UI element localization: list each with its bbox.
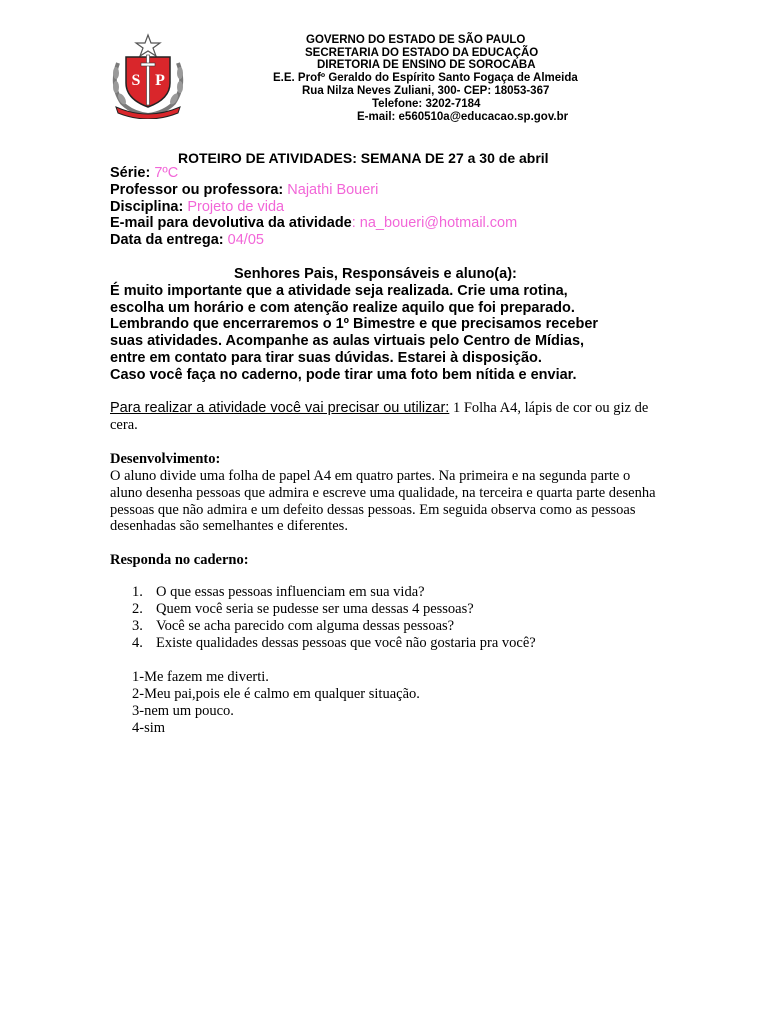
list-item [132, 584, 536, 601]
answer-line: 1-Me fazem me diverti. [132, 669, 269, 685]
disciplina-label: Disciplina: [110, 198, 184, 215]
header-email: E-mail: e560510a@educacao.sp.gov.br [357, 111, 569, 123]
materials-text: 1 Folha A4, lápis de cor ou giz de cera. [110, 400, 649, 433]
header-school-name: E.E. Profº Geraldo do Espírito Santo Fogaça de Almeida [273, 72, 578, 84]
header-government: GOVERNO DO ESTADO DE SÃO PAULO [306, 34, 526, 46]
professor-value: Najathi Boueri [287, 181, 379, 198]
notice-line: entre em contato para tirar suas dúvidas. Estarei à disposição. [110, 349, 542, 366]
notice-line: É muito importante que a atividade seja realizada. Crie uma rotina, [110, 282, 568, 299]
svg-text:S: S [131, 72, 141, 89]
serie-label: Série: [110, 165, 151, 181]
serie-row [110, 165, 517, 182]
disciplina-value: Projeto de vida [187, 198, 285, 215]
answer-line: 3-nem um pouco. [132, 703, 234, 719]
delivery-date-value: 04/05 [227, 232, 264, 249]
professor-row [110, 182, 517, 199]
question-number: 1. [132, 584, 143, 600]
svg-text:P: P [155, 72, 165, 89]
header-secretaria: SECRETARIA DO ESTADO DA EDUCAÇÃO [305, 47, 539, 59]
notice-salutation: Senhores Pais, Responsáveis e aluno(a): [234, 266, 517, 282]
question-text: Quem você seria se pudesse ser uma dessas 4 pessoas? [156, 601, 474, 617]
answer-line: 4-sim [132, 720, 166, 736]
notice-line: suas atividades. Acompanhe as aulas virtuais pelo Centro de Mídias, [110, 333, 585, 350]
development-title: Desenvolvimento: [110, 451, 221, 467]
answer-line: 2-Meu pai,pois ele é calmo em qualquer situação. [132, 686, 420, 702]
info-block [110, 165, 517, 249]
list-item [132, 618, 536, 635]
notice-line: Caso você faça no caderno, pode tirar uma foto bem nítida e enviar. [110, 366, 577, 383]
questions-list [132, 584, 536, 652]
professor-label: Professor ou professora: [110, 181, 284, 198]
serie-value: 7ºC [154, 165, 179, 181]
sao-paulo-coat-of-arms-logo [108, 33, 188, 119]
question-text: Existe qualidades dessas pessoas que você não gostaria pra você? [156, 635, 536, 651]
notice-line: Lembrando que encerraremos o 1º Bimestre e que precisamos receber [110, 316, 599, 333]
delivery-date-row [110, 232, 517, 249]
question-number: 2. [132, 601, 143, 617]
list-item [132, 601, 536, 618]
header-address: Rua Nilza Neves Zuliani, 300- CEP: 18053-367 [302, 85, 550, 97]
disciplina-row [110, 199, 517, 216]
delivery-date-label: Data da entrega: [110, 232, 224, 249]
header-phone: Telefone: 3202-7184 [372, 98, 481, 110]
question-number: 4. [132, 635, 143, 651]
question-text: Você se acha parecido com alguma dessas pessoas? [156, 618, 455, 634]
notice-line: escolha um horário e com atenção realize aquilo que foi preparado. [110, 299, 575, 316]
question-number: 3. [132, 618, 143, 634]
materials-paragraph [110, 400, 658, 434]
development-text: O aluno divide uma folha de papel A4 em quatro partes. Na primeira e na segunda parte o aluno desenha pessoas que admira e escreve uma qualidade, na terceira e quarta parte desenha pessoas que não admira e um defeito dessas pessoas. Em seguida observa como as pessoas desenhadas são semelhantes e diferentes. [110, 468, 656, 535]
email-label: E-mail para devolutiva da atividade [110, 215, 352, 232]
question-text: O que essas pessoas influenciam em sua vida? [156, 584, 425, 600]
email-row [110, 215, 517, 232]
materials-label: Para realizar a atividade você vai precisar ou utilizar: [110, 400, 450, 416]
document-title: ROTEIRO DE ATIVIDADES: SEMANA DE 27 a 30 de abril [178, 150, 549, 166]
email-value: : na_boueri@hotmail.com [351, 215, 518, 232]
answers-block [132, 669, 420, 737]
header-diretoria: DIRETORIA DE ENSINO DE SOROCABA [317, 59, 536, 71]
questions-title: Responda no caderno: [110, 552, 249, 568]
list-item [132, 635, 536, 652]
parents-notice [110, 266, 650, 384]
